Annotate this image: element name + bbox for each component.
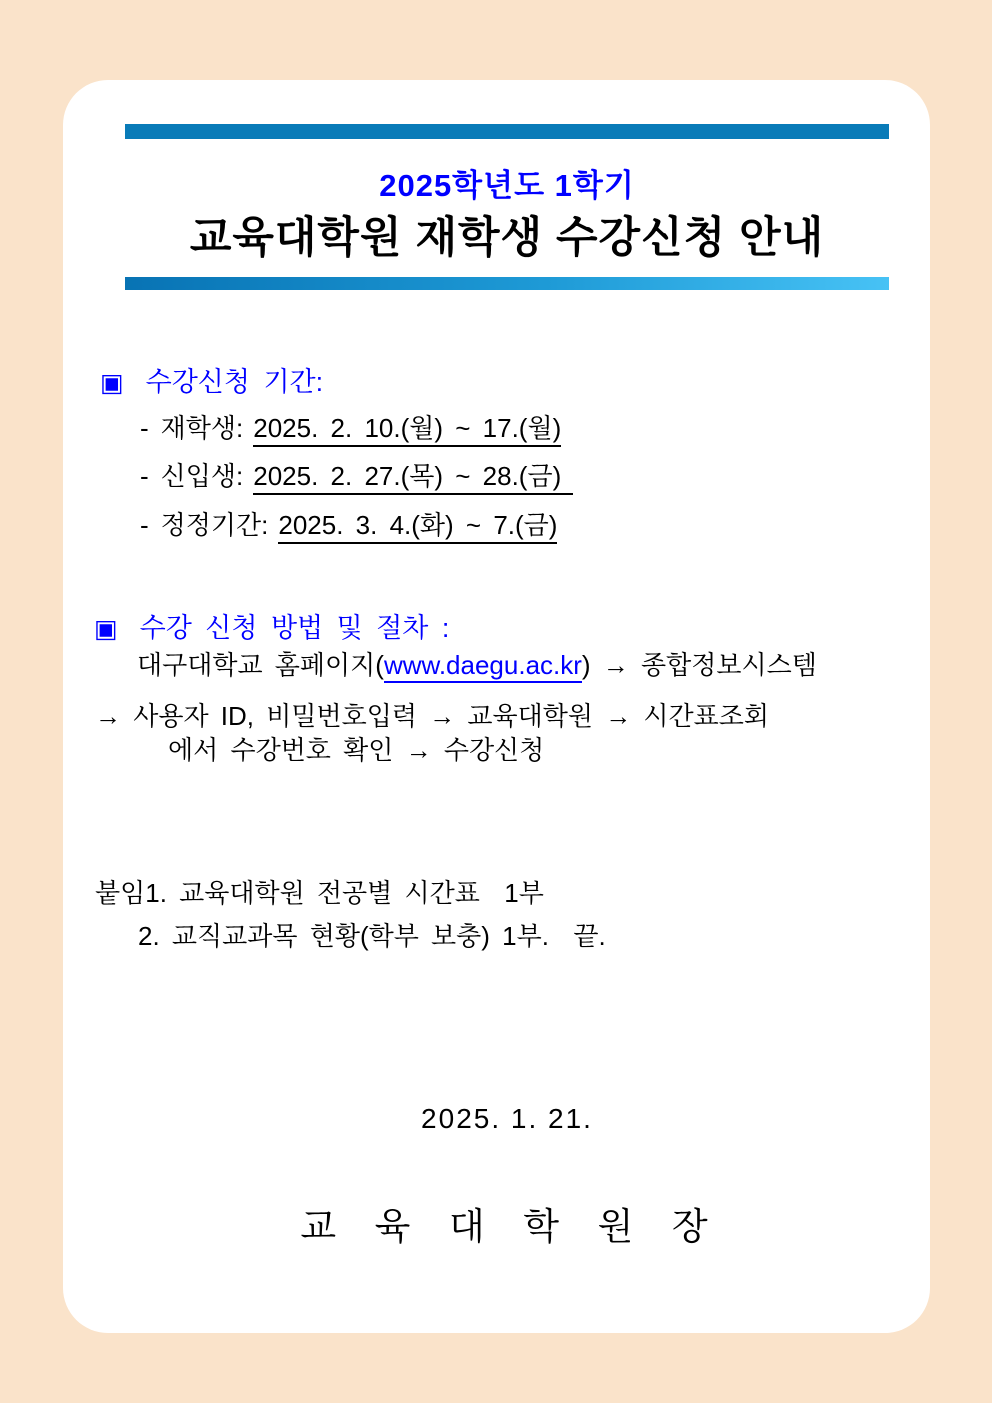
dash-prefix: - bbox=[140, 510, 149, 540]
period-section-heading bbox=[100, 360, 323, 399]
square-bullet-icon: ▣ bbox=[94, 615, 118, 643]
square-bullet-icon: ▣ bbox=[100, 369, 124, 397]
document-title-semester: 2025학년도 1학기 bbox=[379, 168, 635, 203]
method-line-1-suffix: ) → 종합정보시스템 bbox=[581, 650, 817, 680]
dash-prefix: - bbox=[140, 461, 149, 491]
period-item-enrolled bbox=[140, 408, 561, 445]
period-item-dates: 2025. 3. 4.(화) ~ 7.(금) bbox=[278, 510, 557, 544]
period-item-correction bbox=[140, 505, 557, 542]
period-item-label: 재학생: bbox=[160, 413, 244, 443]
method-line-1 bbox=[137, 645, 817, 682]
header-bottom-bar bbox=[125, 277, 889, 290]
attachment-line-1: 붙임1. 교육대학원 전공별 시간표 1부 bbox=[95, 878, 544, 908]
signature-dean-of-graduate-school: 교 육 대 학 원 장 bbox=[300, 1206, 714, 1247]
period-item-dates: 2025. 2. 10.(월) ~ 17.(월) bbox=[253, 413, 561, 447]
period-item-label: 정정기간: bbox=[160, 510, 269, 540]
issue-date: 2025. 1. 21. bbox=[421, 1103, 593, 1134]
method-line-3: 에서 수강번호 확인 → 수강신청 bbox=[168, 735, 545, 765]
period-item-dates: 2025. 2. 27.(목) ~ 28.(금) bbox=[253, 461, 573, 495]
header-top-bar bbox=[125, 124, 889, 139]
method-line-1-prefix: 대구대학교 홈페이지( bbox=[137, 650, 384, 680]
method-line-2: → 사용자 ID, 비밀번호입력 → 교육대학원 → 시간표조회 bbox=[95, 701, 769, 731]
period-item-freshmen bbox=[140, 456, 573, 493]
period-section-title: 수강신청 기간: bbox=[145, 367, 324, 397]
document-title-main: 교육대학원 재학생 수강신청 안내 bbox=[189, 214, 825, 262]
dash-prefix: - bbox=[140, 413, 149, 443]
homepage-link[interactable]: www.daegu.ac.kr bbox=[384, 650, 582, 683]
attachment-line-2: 2. 교직교과목 현황(학부 보충) 1부. 끝. bbox=[138, 921, 606, 951]
notice-card bbox=[63, 80, 930, 1333]
period-item-label: 신입생: bbox=[160, 461, 244, 491]
method-section-title: 수강 신청 방법 및 절차 : bbox=[139, 613, 450, 643]
method-section-heading bbox=[94, 606, 449, 645]
